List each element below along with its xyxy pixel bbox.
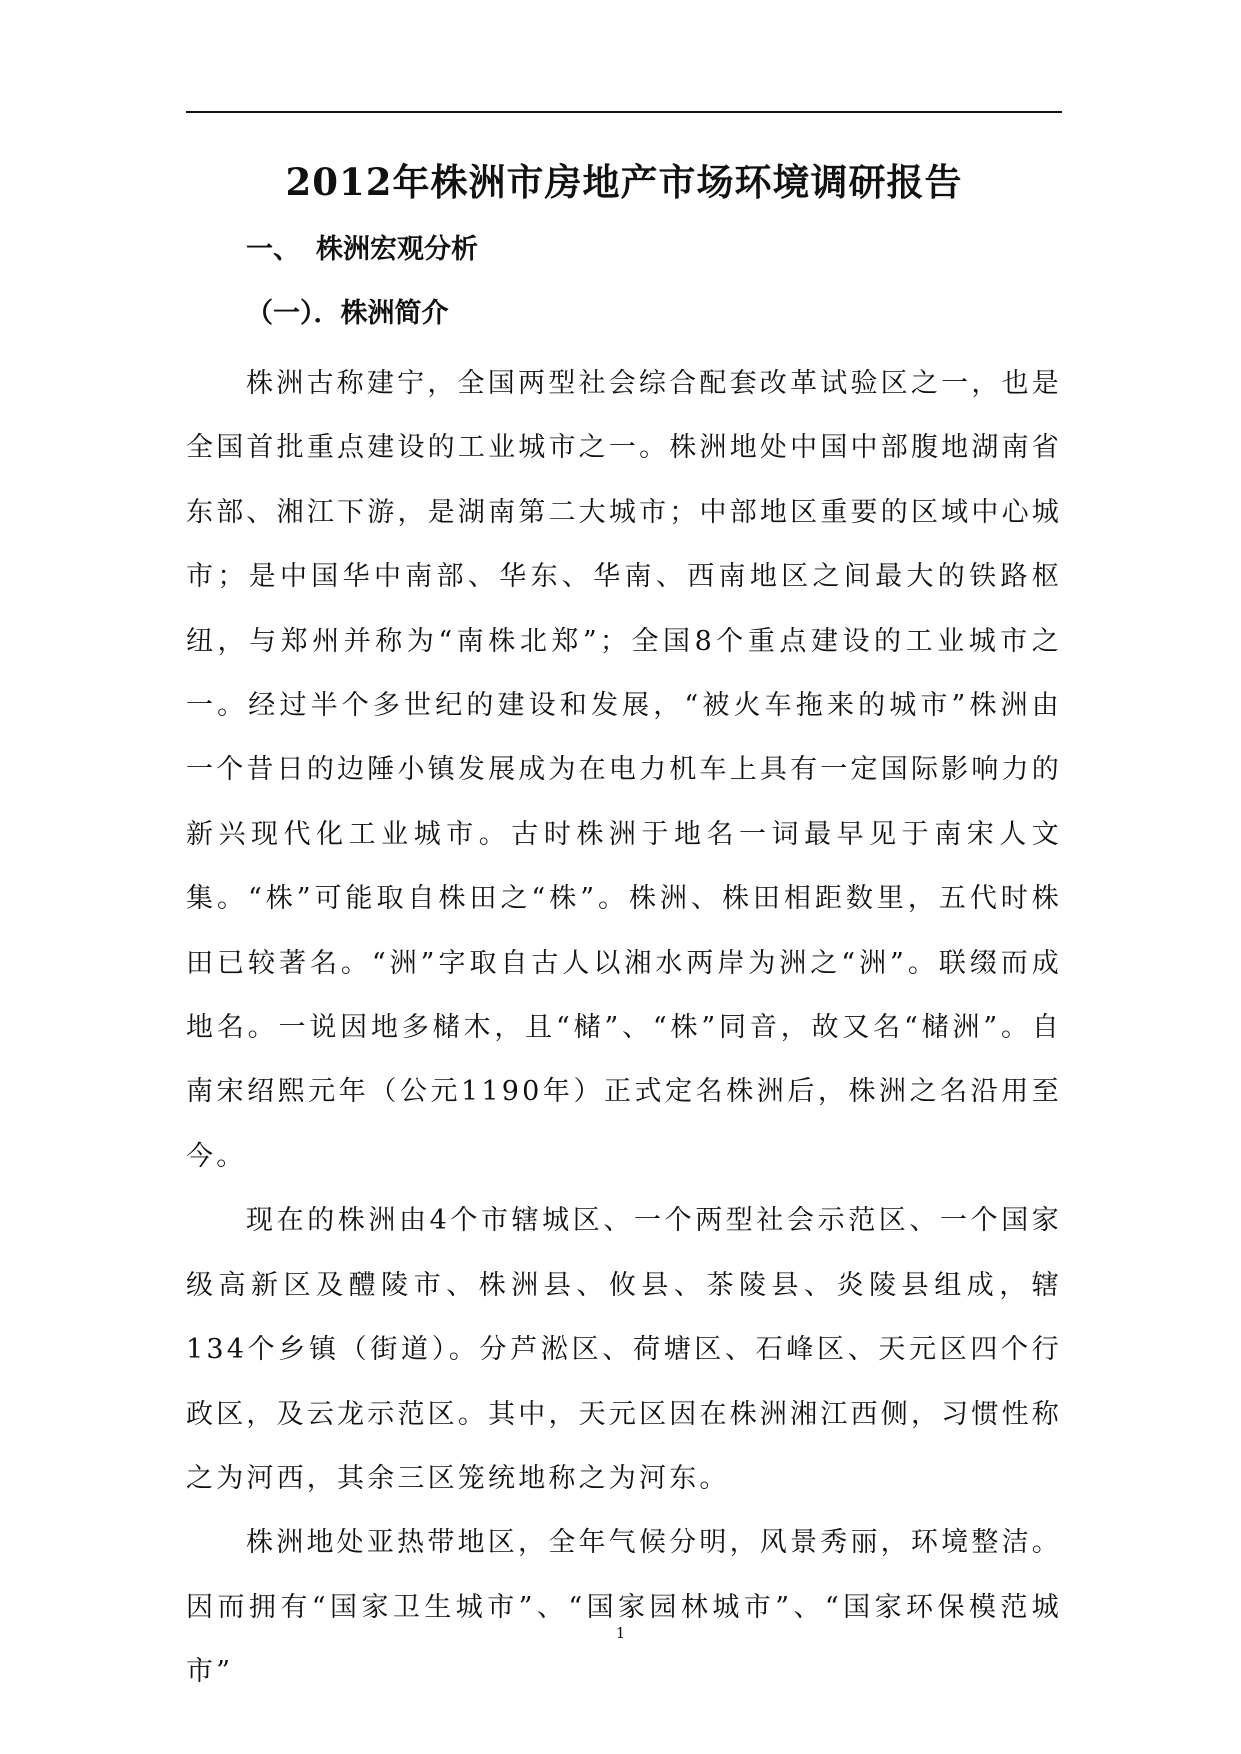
subsection-heading: （一）．株洲简介 [246,298,449,329]
paragraph: 株洲地处亚热带地区，全年气候分明，风景秀丽，环境整洁。因而拥有“国家卫生城市”、“国家园林城市”、“国家环保模范城市” [186,1527,1062,1688]
paragraph: 现在的株洲由4个市辖城区、一个两型社会示范区、一个国家级高新区及醴陵市、株洲县、攸县、茶陵县、炎陵县组成，辖134个乡镇（街道）。分芦淞区、荷塘区、石峰区、天元区四个行政区，及云龙示范区。其中，天元区因在株洲湘江西侧，习惯性称之为河西，其余三区笼统地称之为河东。 [186,1205,1062,1494]
body-text [186,352,1062,1705]
section-label: 株洲宏观分析 [316,234,478,265]
paragraph: 株洲古称建宁，全国两型社会综合配套改革试验区之一，也是全国首批重点建设的工业城市之一。株洲地处中国中部腹地湖南省东部、湘江下游，是湖南第二大城市；中部地区重要的区域中心城市；是中国华中南部、华东、华南、西南地区之间最大的铁路枢纽，与郑州并称为“南株北郑”；全国8个重点建设的工业城市之一。经过半个多世纪的建设和发展，“被火车拖来的城市”株洲由一个昔日的边陲小镇发展成为在电力机车上具有一定国际影响力的新兴现代化工业城市。古时株洲于地名一词最早见于南宋人文集。“株”可能取自株田之“株”。株洲、株田相距数里，五代时株田已较著名。“洲”字取自古人以湘水两岸为洲之“洲”。联缀而成地名。一说因地多槠木，且“槠”、“株”同音，故又名“槠洲”。自南宋绍熙元年（公元1190年）正式定名株洲后，株洲之名沿用至今。 [186,368,1062,1172]
page-number: 1 [615,1624,626,1642]
document-title: 2012年株洲市房地产市场环境调研报告 [285,160,963,204]
header-rule [186,111,1062,113]
section-heading [246,233,478,267]
section-number: 一、 [246,234,300,265]
